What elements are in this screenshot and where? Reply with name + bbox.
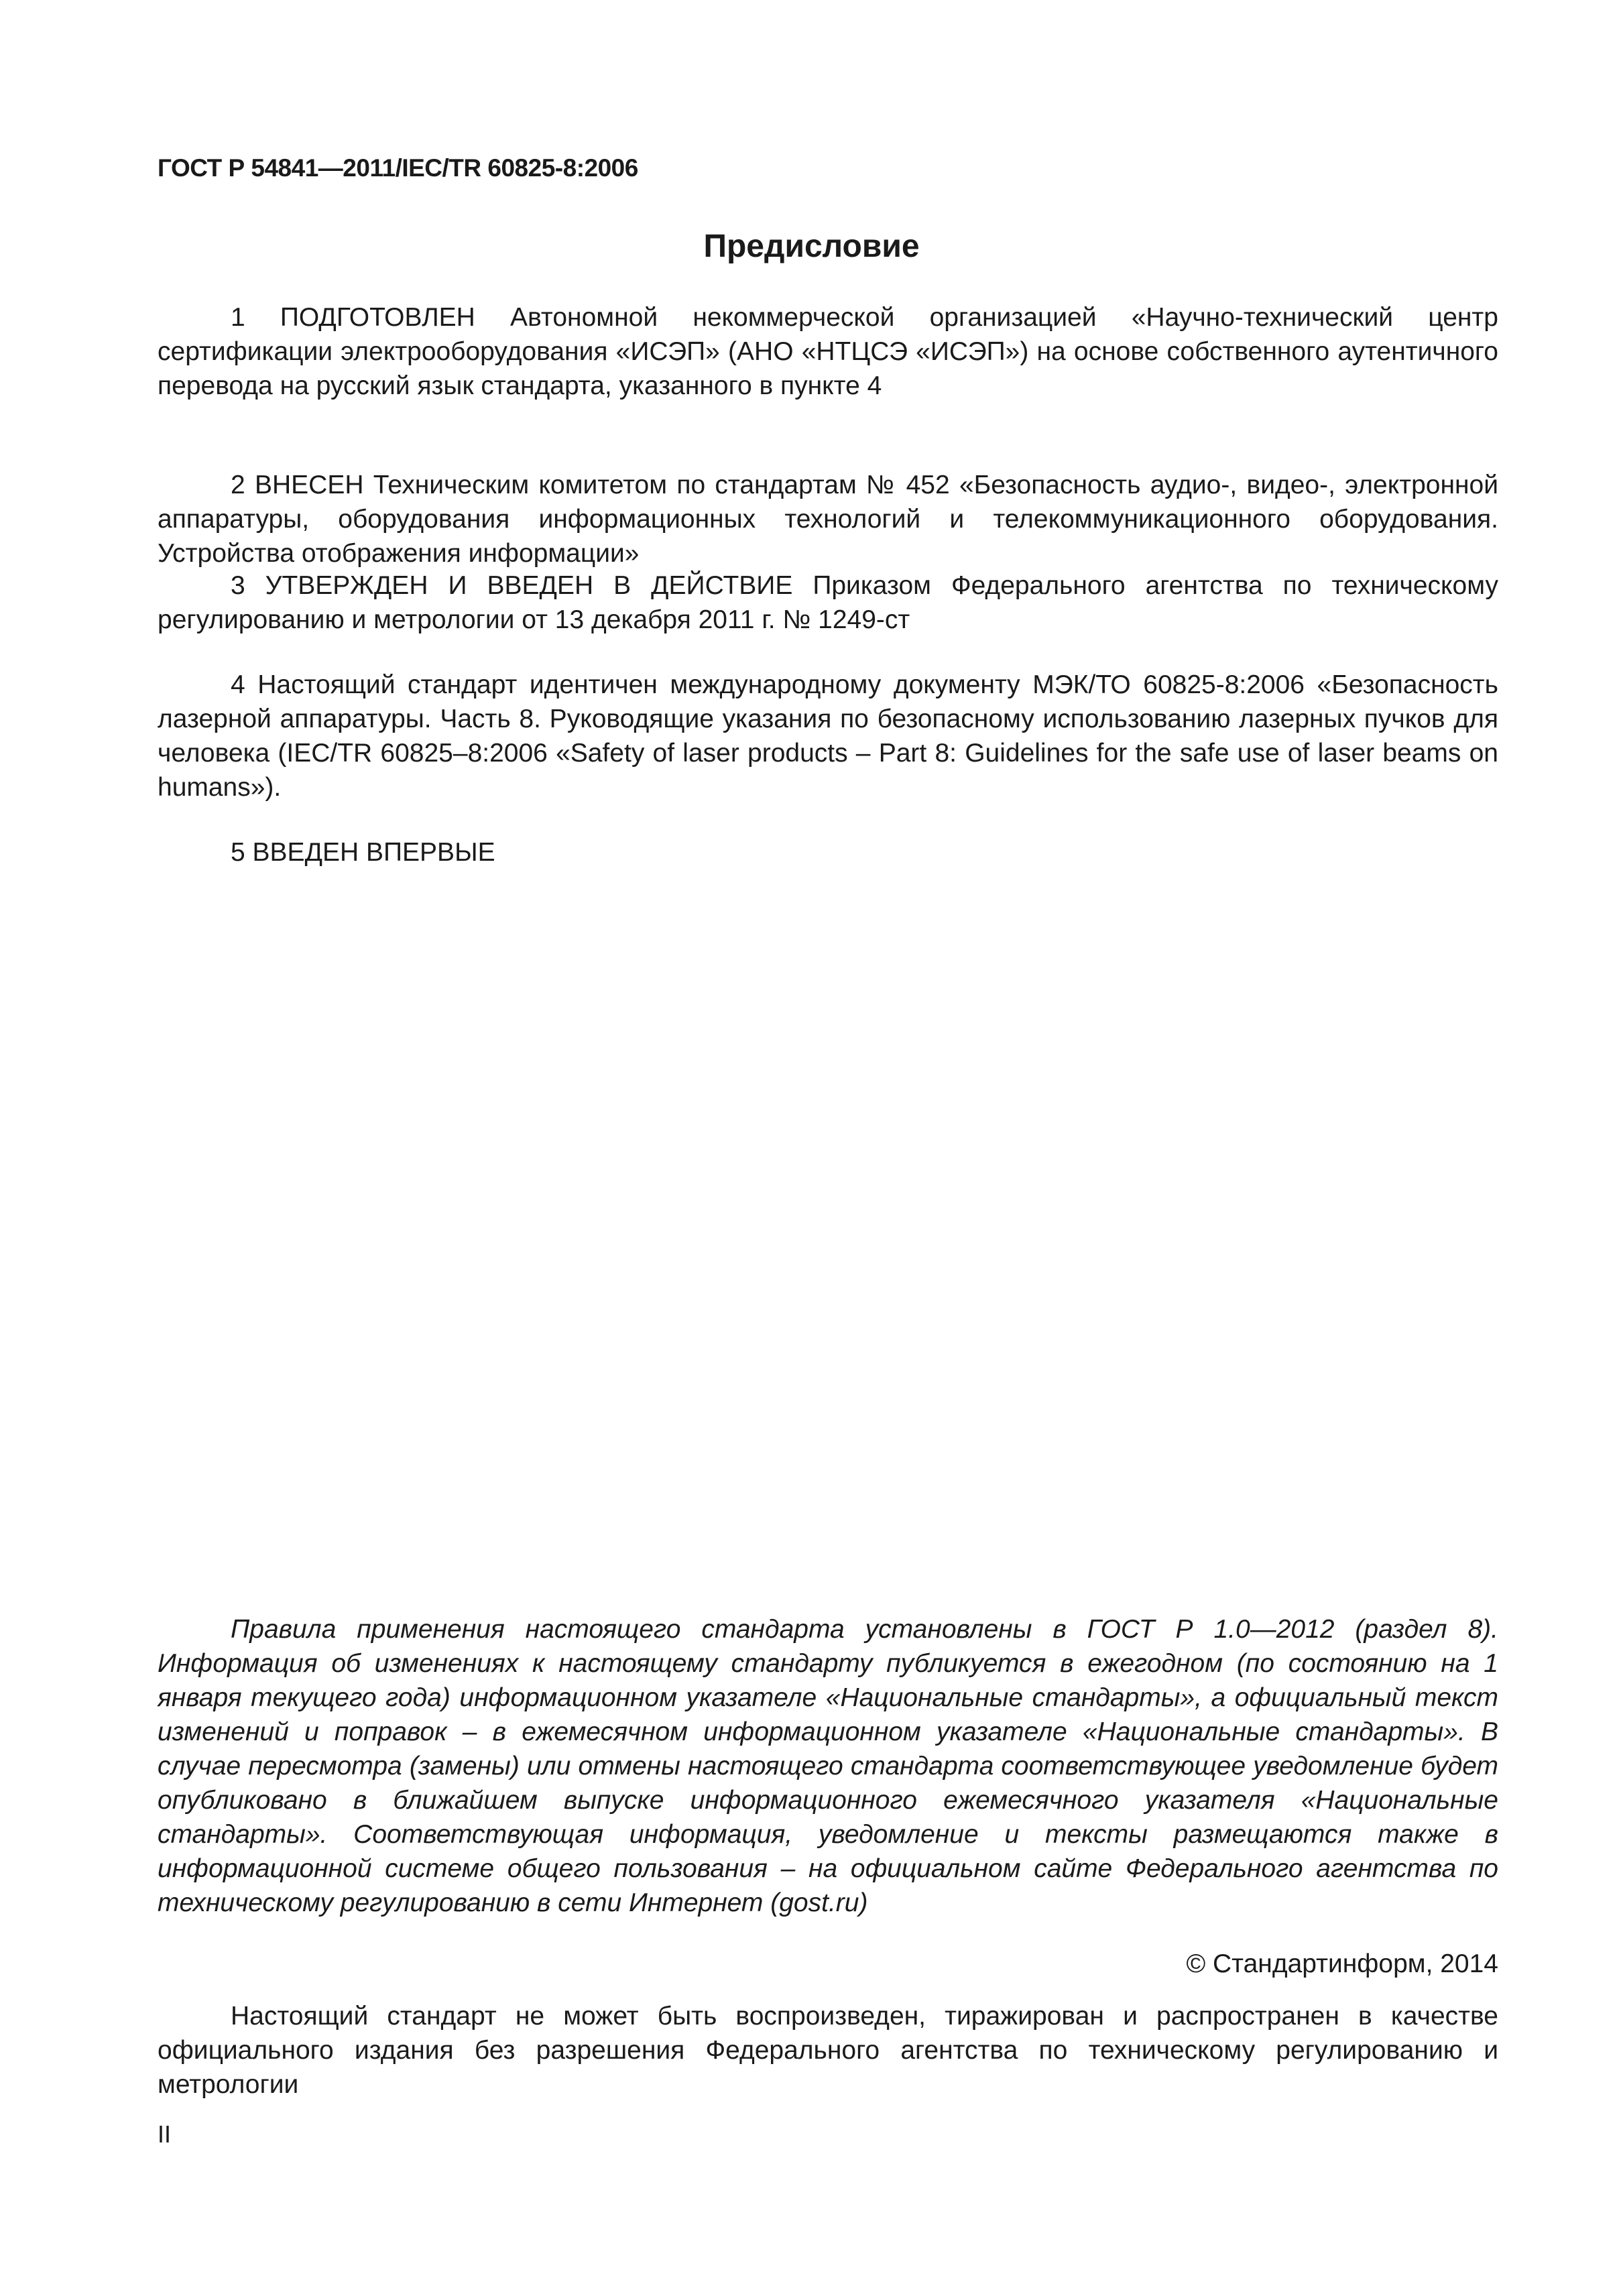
paragraph-identical-standard: 4 Настоящий стандарт идентичен международному документу МЭК/ТО 60825-8:2006 «Безопасность лазерной аппаратуры. Часть 8. Руководящие указания по безопасному использованию лазерных пучков для человека (IEC/TR 60825–8:2006 «Safety of laser products – Part 8: Guidelines for the safe use of laser beams on humans»). xyxy=(158,670,1498,802)
paragraph-approved: 3 УТВЕРЖДЕН И ВВЕДЕН В ДЕЙСТВИЕ Приказом Федерального агентства по техническому регулированию и метрологии от 13 декабря 2011 г. № 1249-ст xyxy=(158,571,1498,634)
application-rules-notice: Правила применения настоящего стандарта установлены в ГОСТ Р 1.0—2012 (раздел 8). Информация об изменениях к настоящему стандарту публикуется в ежегодном (по состоянию на 1 января текущего года) информационном указателе «Национальные стандарты», а официальный текст изменений и поправок – в ежемесячном информационном указателе «Национальные стандарты». В случае пересмотра (замены) или отмены настоящего стандарта соответствующее уведомление будет опубликовано в ближайшем выпуске информационного ежемесячного указателя «Национальные стандарты». Соответствующая информация, уведомление и тексты размещаются также в информационной системе общего пользования – на официальном сайте Федерального агентства по техническому регулированию в сети Интернет (gost.ru) xyxy=(158,1615,1498,1917)
page-number: II xyxy=(158,2120,172,2148)
paragraph-prepared-by: 1 ПОДГОТОВЛЕН Автономной некоммерческой организацией «Научно-технический центр сертификации электрооборудования «ИСЭП» (АНО «НТЦСЭ «ИСЭП») на основе собственного аутентичного перевода на русский язык стандарта, указанного в пункте 4 xyxy=(158,303,1498,400)
reprint-notice: Настоящий стандарт не может быть воспроизведен, тиражирован и распространен в качестве официального издания без разрешения Федерального агентства по техническому регулированию и метрологии xyxy=(158,2002,1498,2099)
document-code: ГОСТ Р 54841—2011/IEC/TR 60825-8:2006 xyxy=(158,154,638,182)
copyright: © Стандартинформ, 2014 xyxy=(1186,1949,1498,1978)
paragraph-submitted-by: 2 ВНЕСЕН Техническим комитетом по стандартам № 452 «Безопасность аудио-, видео-, электронной аппаратуры, оборудования информационных технологий и телекоммуникационного оборудования. Устройства отображения информации» xyxy=(158,471,1498,568)
paragraph-introduced-first: 5 ВВЕДЕН ВПЕРВЫЕ xyxy=(231,838,495,867)
section-title: Предисловие xyxy=(703,229,920,264)
